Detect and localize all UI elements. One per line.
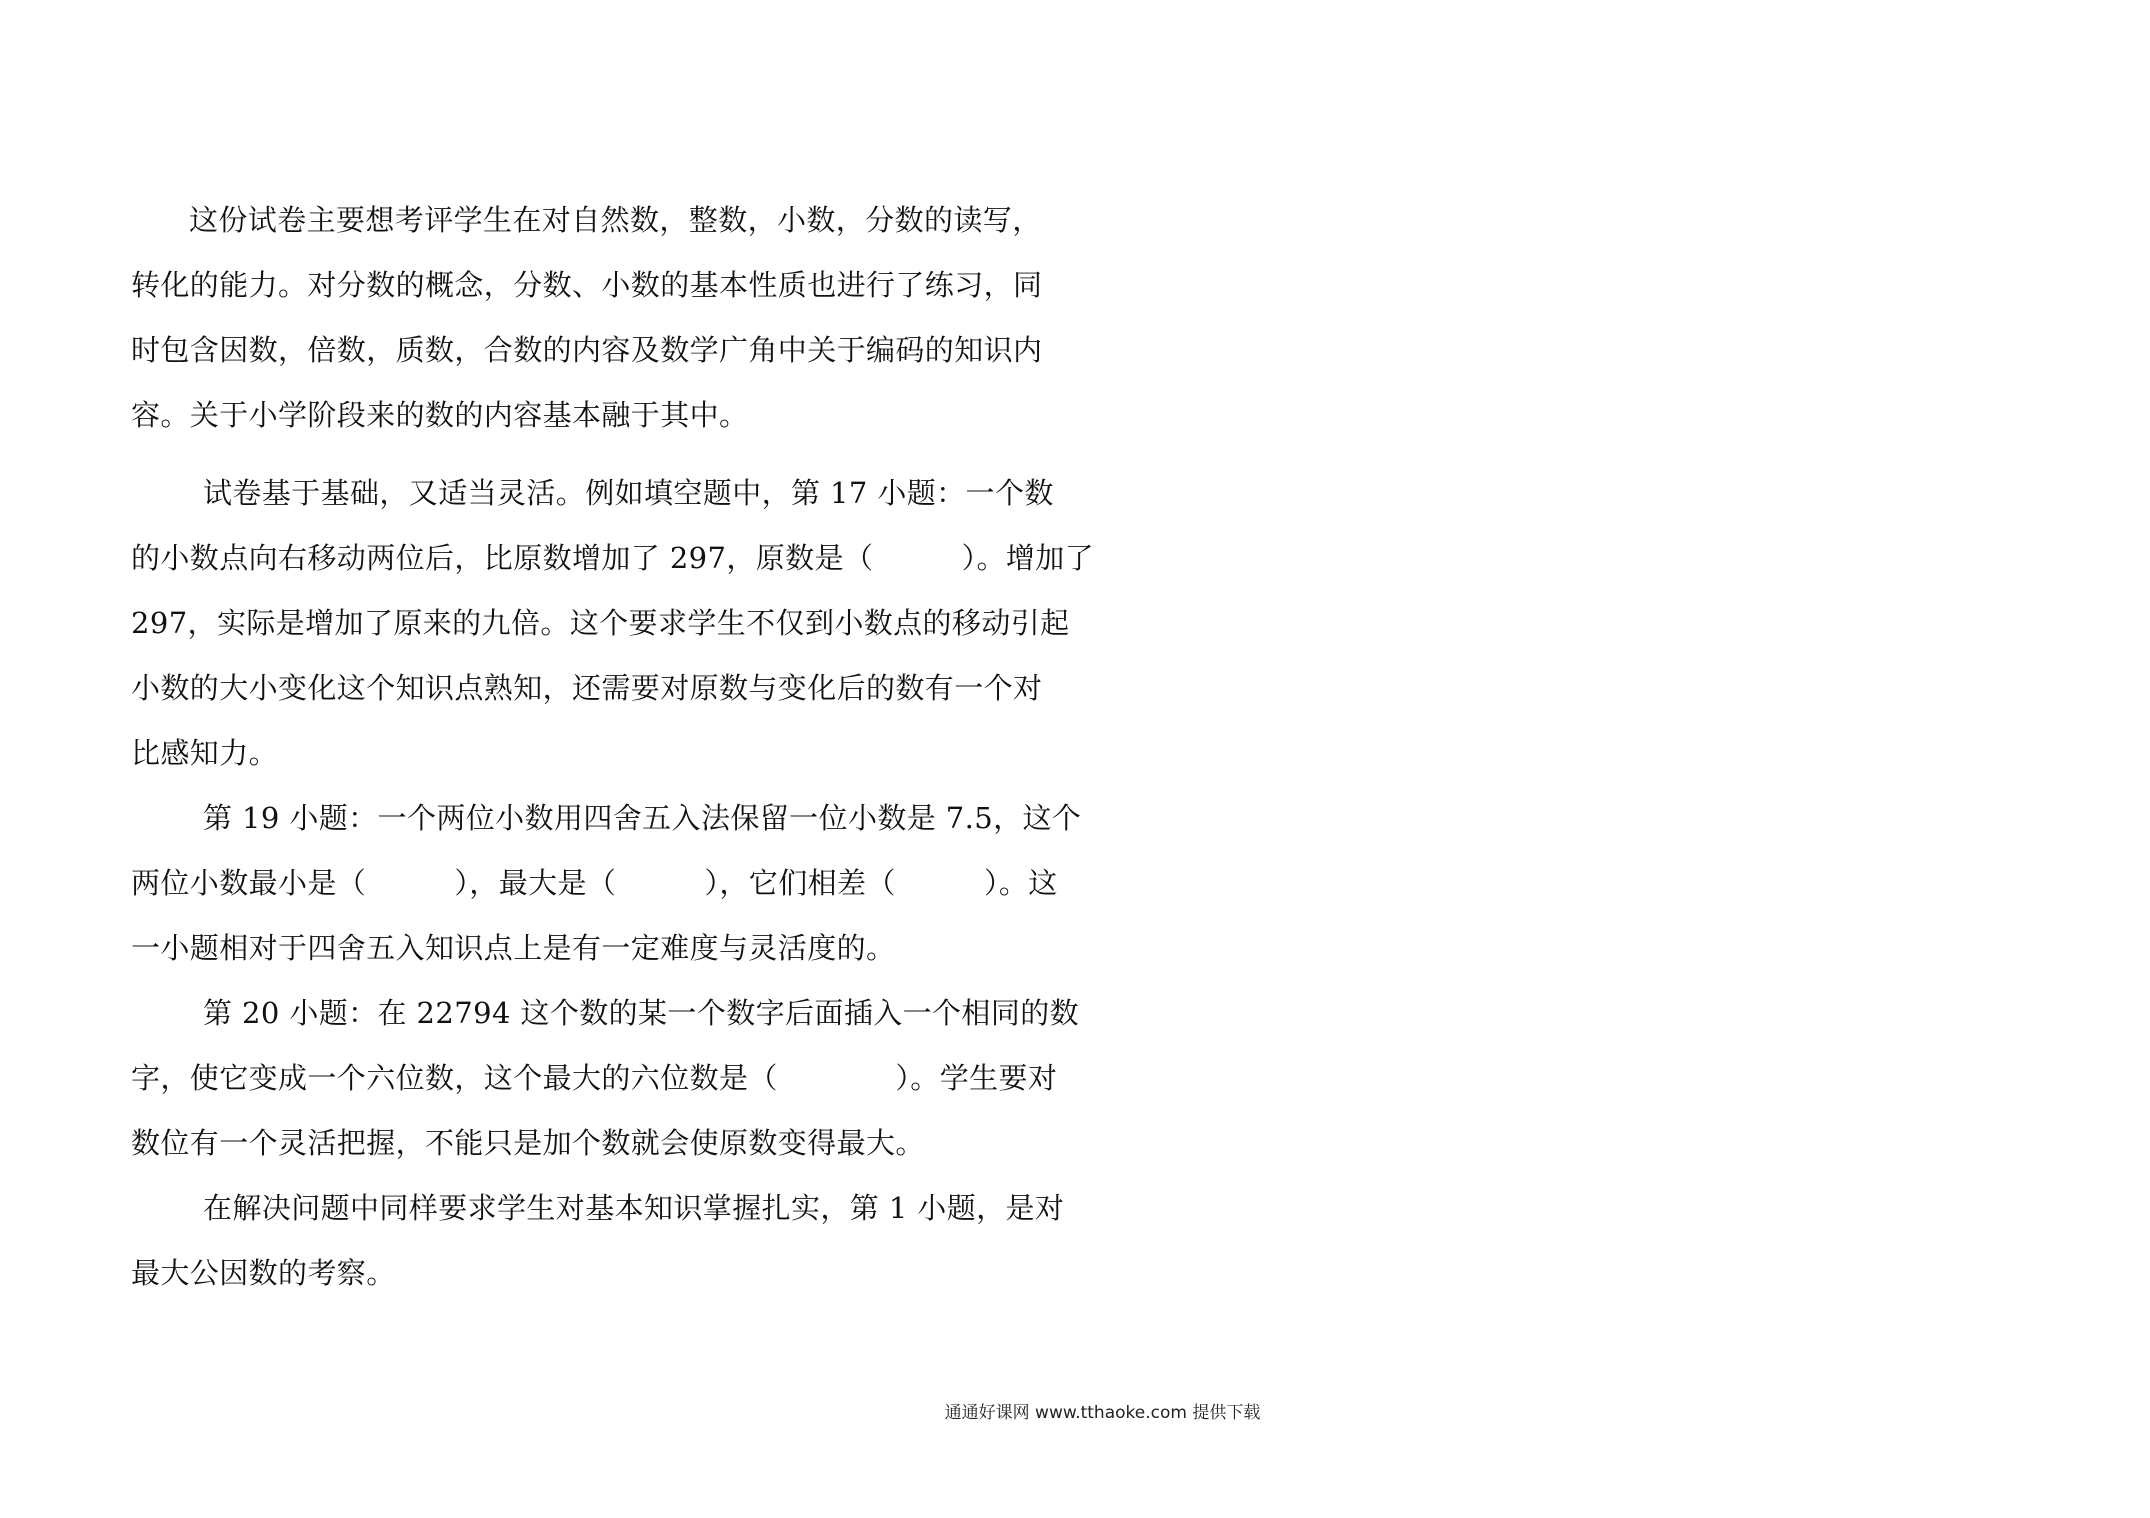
text-line: 两位小数最小是（ ），最大是（ ），它们相差（ ）。这 bbox=[131, 866, 1058, 900]
text-line: 这份试卷主要想考评学生在对自然数，整数，小数，分数的读写， bbox=[189, 203, 1042, 237]
text-line: 数位有一个灵活把握，不能只是加个数就会使原数变得最大。 bbox=[131, 1126, 925, 1160]
text-line: 字，使它变成一个六位数，这个最大的六位数是（ ）。学生要对 bbox=[131, 1061, 1058, 1095]
text-line: 最大公因数的考察。 bbox=[131, 1256, 396, 1290]
text-line: 小数的大小变化这个知识点熟知，还需要对原数与变化后的数有一个对 bbox=[131, 671, 1043, 705]
text-line: 的小数点向右移动两位后，比原数增加了 297，原数是（ ）。增加了 bbox=[131, 541, 1095, 575]
text-line: 在解决问题中同样要求学生对基本知识掌握扎实，第 1 小题，是对 bbox=[203, 1191, 1065, 1225]
text-line: 第 19 小题：一个两位小数用四舍五入法保留一位小数是 7.5，这个 bbox=[203, 801, 1082, 835]
text-line: 第 20 小题：在 22794 这个数的某一个数字后面插入一个相同的数 bbox=[203, 996, 1080, 1030]
text-line: 试卷基于基础，又适当灵活。例如填空题中，第 17 小题：一个数 bbox=[203, 476, 1054, 510]
text-line: 297，实际是增加了原来的九倍。这个要求学生不仅到小数点的移动引起 bbox=[131, 606, 1070, 640]
footer-credit: 通通好课网 www.tthaoke.com 提供下载 bbox=[944, 1403, 1261, 1423]
text-line: 转化的能力。对分数的概念，分数、小数的基本性质也进行了练习，同 bbox=[131, 268, 1043, 302]
text-line: 比感知力。 bbox=[131, 736, 279, 770]
text-line: 一小题相对于四舍五入知识点上是有一定难度与灵活度的。 bbox=[131, 931, 896, 965]
text-line: 时包含因数，倍数，质数，合数的内容及数学广角中关于编码的知识内 bbox=[131, 333, 1043, 367]
text-line: 容。关于小学阶段来的数的内容基本融于其中。 bbox=[131, 398, 749, 432]
